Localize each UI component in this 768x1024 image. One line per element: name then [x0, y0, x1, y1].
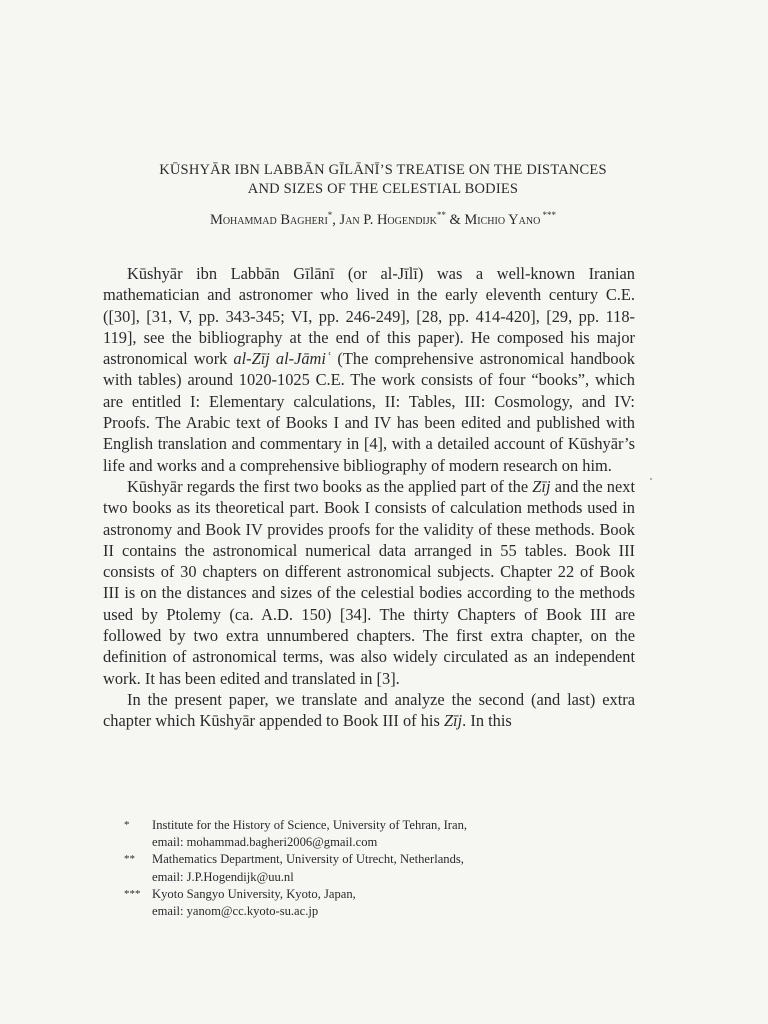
- zij-title-italic: al-Zīj al-Jāmiʿ: [233, 349, 332, 369]
- footnote-2: [124, 851, 624, 885]
- footnote-1-email: email: mohammad.bagheri2006@gmail.com: [152, 835, 378, 850]
- paragraph-3-text-b: . In this: [462, 711, 512, 731]
- footnote-2-affiliation: Mathematics Department, University of Utrecht, Netherlands,: [152, 852, 464, 867]
- paragraph-2: [103, 476, 635, 689]
- footnote-2-mark: **: [124, 853, 135, 866]
- paragraph-1-text-b: (The comprehensive astronomical handbook with tables) around 1020-1025 C.E. The work consists of four “books”, which are entitled I: Elementary calculations, II: Tables, III: Cosmology, and IV: Proofs. The Arabic text of Books I and IV has been edited and published with English translation and commentary in [4], with a detailed account of Kūshyār’s life and works and a comprehensive bibliography of modern research on him.: [103, 349, 635, 475]
- author-line: [100, 210, 666, 230]
- paragraph-3-text-a: In the present paper, we translate and analyze the second (and last) extra chapter which Kūshyār appended to Book III of his: [103, 689, 635, 731]
- footnote-3: [124, 886, 624, 920]
- body-text: [103, 263, 635, 732]
- author-yano-mark: ***: [540, 210, 557, 221]
- paragraph-2-text-b: and the next two books as its theoretical part. Book I consists of calculation methods used in astronomy and Book IV provides proofs for the validity of these methods. Book II contains the astronomical numerical data arranged in 55 tables. Book III consists of 30 chapters on different astronomical subjects. Chapter 22 of Book III is on the distances and sizes of the celestial bodies according to the methods used by Ptolemy (ca. A.D. 150) [34]. The thirty Chapters of Book III are followed by two extra unnumbered chapters. The first extra chapter, on the definition of astronomical terms, was also widely circulated as an independent work. It has been edited and translated in [3].: [103, 476, 636, 688]
- scan-speck: [650, 478, 652, 480]
- paper-title-line-1: KŪSHYĀR IBN LABBĀN GĪLĀNĪ’S TREATISE ON THE DISTANCES: [159, 162, 607, 178]
- author-ampersand: &: [445, 212, 465, 228]
- author-hogendijk: Jan P. Hogendijk: [339, 212, 437, 228]
- zij-italic: Zīj: [532, 476, 551, 496]
- paragraph-1: [103, 263, 635, 476]
- author-bagheri: Mohammad Bagheri: [209, 212, 328, 228]
- footnote-2-email: email: J.P.Hogendijk@uu.nl: [152, 869, 294, 884]
- footnote-1-mark: *: [124, 819, 130, 831]
- footnotes: [124, 817, 624, 920]
- footnote-1-affiliation: Institute for the History of Science, University of Tehran, Iran,: [152, 818, 468, 832]
- footnote-1: [124, 817, 624, 851]
- paper-title-line-2: AND SIZES OF THE CELESTIAL BODIES: [247, 181, 519, 197]
- paragraph-2-text-a: Kūshyār regards the first two books as the applied part of the: [127, 476, 533, 496]
- zij-italic-2: Zīj: [443, 711, 463, 731]
- author-bagheri-mark: *: [327, 210, 333, 221]
- paper-title: [100, 161, 666, 199]
- paragraph-1-text-a: Kūshyār ibn Labbān Gīlānī (or al-Jīlī) was a well-known Iranian mathematician and astronomer who lived in the early eleventh century C.E. ([30], [31, V, pp. 343-345; VI, pp. 246-249], [28, pp. 414-420], [29, pp. 118-119], see the bibliography at the end of this paper). He composed his major astronomical work: [103, 264, 635, 369]
- footnote-3-mark: ***: [124, 887, 141, 900]
- author-hogendijk-mark: **: [436, 210, 446, 221]
- paragraph-3: [103, 689, 635, 732]
- author-yano: Michio Yano: [464, 212, 541, 228]
- footnote-3-email: email: yanom@cc.kyoto-su.ac.jp: [152, 904, 319, 919]
- author-separator: ,: [332, 212, 340, 228]
- footnote-3-affiliation: Kyoto Sangyo University, Kyoto, Japan,: [152, 886, 356, 901]
